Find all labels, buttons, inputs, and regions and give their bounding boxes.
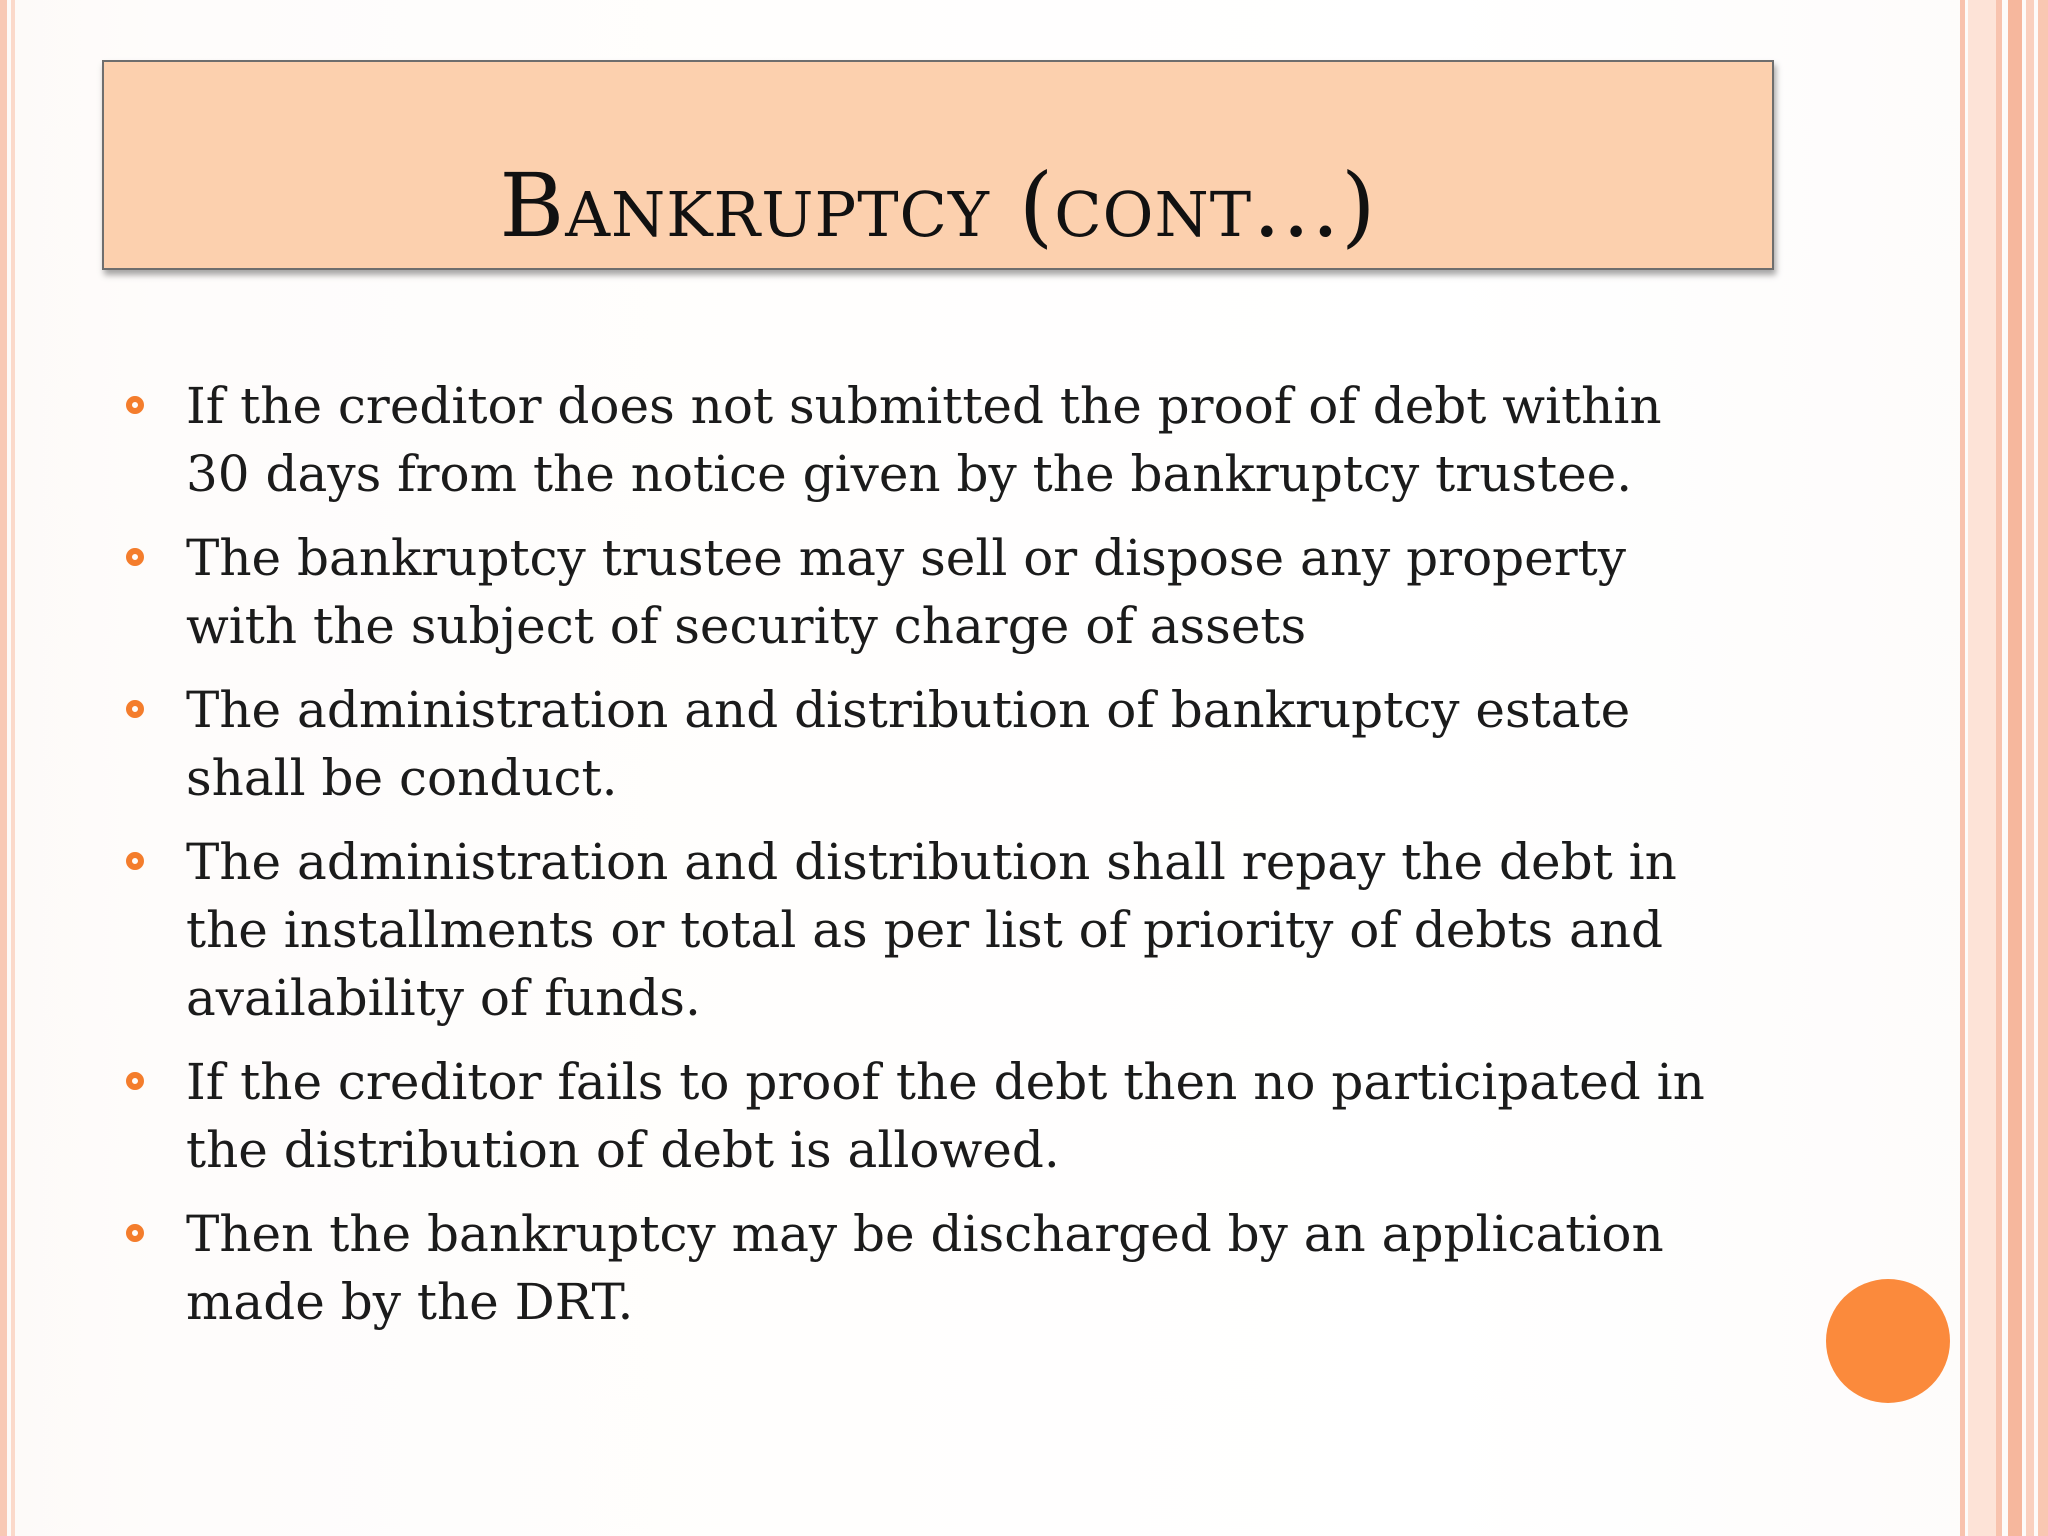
right-stripe-2 xyxy=(1968,0,1996,1536)
bullet-text: The administration and distribution of bankruptcy estate shall be conduct. xyxy=(186,681,1631,807)
bullet-icon xyxy=(126,852,144,870)
right-stripe-5 xyxy=(2026,0,2034,1536)
right-stripe-1 xyxy=(1960,0,1965,1536)
left-border-stripes xyxy=(0,0,18,1536)
bullet-icon xyxy=(126,396,144,414)
bullet-text: The administration and distribution shall repay the debt in the installments or total as per list of priority of debts and availability of funds. xyxy=(186,833,1677,1027)
bullet-icon xyxy=(126,1072,144,1090)
bullet-item xyxy=(120,828,1740,1032)
right-stripe-6 xyxy=(2038,0,2048,1536)
left-stripe-inner xyxy=(11,0,15,1536)
slide-title: Bankruptcy (cont…) xyxy=(499,154,1377,257)
bullet-text: If the creditor does not submitted the proof of debt within 30 days from the notice given by the bankruptcy trustee. xyxy=(186,377,1662,503)
right-border-stripes xyxy=(1960,0,2048,1536)
bullet-item xyxy=(120,524,1740,660)
bullet-item xyxy=(120,1200,1740,1336)
bullet-item xyxy=(120,1048,1740,1184)
bullet-list xyxy=(120,372,1740,1352)
bullet-icon xyxy=(126,548,144,566)
orange-circle-decoration xyxy=(1826,1279,1950,1403)
title-box xyxy=(102,60,1774,270)
bullet-item xyxy=(120,372,1740,508)
bullet-text: If the creditor fails to proof the debt then no participated in the distribution of debt is allowed. xyxy=(186,1053,1705,1179)
right-stripe-3 xyxy=(1996,0,2002,1536)
bullet-item xyxy=(120,676,1740,812)
left-stripe-outer xyxy=(0,0,7,1536)
bullet-text: Then the bankruptcy may be discharged by an application made by the DRT. xyxy=(186,1205,1664,1331)
bullet-text: The bankruptcy trustee may sell or dispose any property with the subject of security charge of assets xyxy=(186,529,1627,655)
bullet-icon xyxy=(126,700,144,718)
bullet-icon xyxy=(126,1224,144,1242)
right-stripe-4 xyxy=(2008,0,2022,1536)
